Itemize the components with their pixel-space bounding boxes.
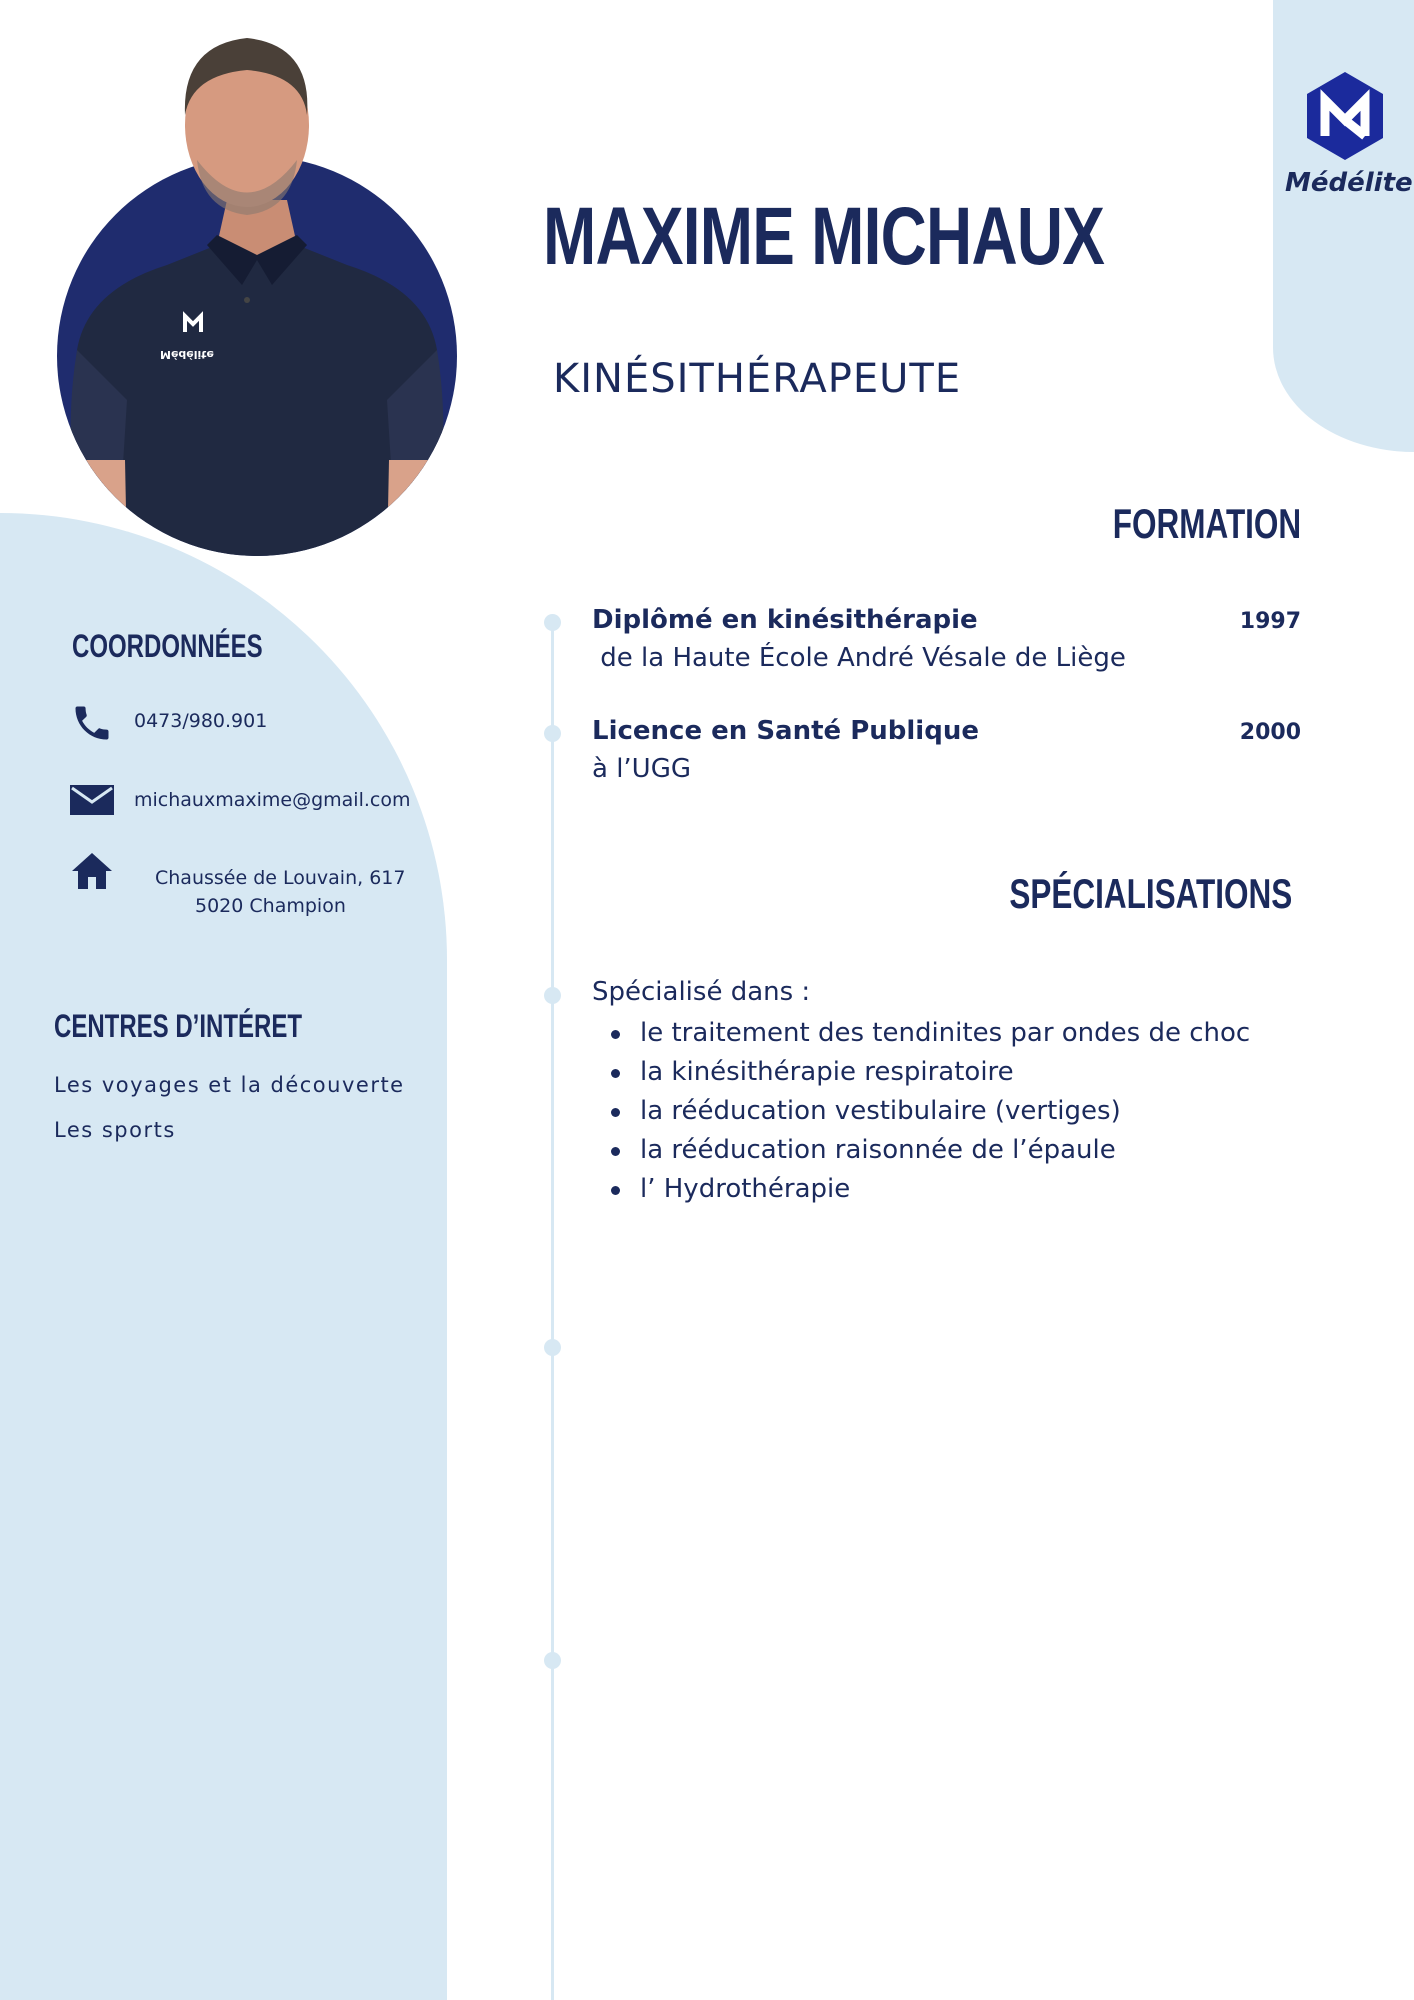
timeline-dot [544, 1652, 561, 1669]
home-icon [70, 851, 114, 895]
profile-photo [57, 20, 457, 560]
list-item: la rééducation vestibulaire (vertiges) [592, 1092, 1250, 1131]
person-name: MAXIME MICHAUX [543, 191, 1105, 282]
education-school: de la Haute École André Vésale de Liège [592, 643, 1126, 673]
specialisations-heading: SPÉCIALISATIONS [1009, 870, 1292, 917]
education-title: Diplômé en kinésithérapie [592, 605, 978, 635]
phone-number[interactable]: 0473/980.901 [134, 710, 268, 732]
timeline-dot [544, 614, 561, 631]
list-item: le traitement des tendinites par ondes de choc [592, 1014, 1250, 1053]
education-year: 2000 [1239, 720, 1301, 745]
list-item: la kinésithérapie respiratoire [592, 1053, 1250, 1092]
job-title: KINÉSITHÉRAPEUTE [553, 356, 962, 402]
interest-item: Les sports [54, 1118, 176, 1142]
corner-decoration [1273, 0, 1414, 452]
timeline-line [551, 620, 554, 2000]
email-icon [70, 785, 114, 819]
phone-icon [70, 701, 114, 749]
address-line1: Chaussée de Louvain, 617 [155, 867, 406, 889]
education-school: à l’UGG [592, 754, 692, 784]
timeline-dot [544, 987, 561, 1004]
contact-heading: COORDONNÉES [72, 628, 263, 664]
shirt-logo-text: Médélite [160, 348, 215, 361]
logo-text: Médélite [1285, 168, 1413, 198]
education-year: 1997 [1239, 609, 1301, 634]
timeline-dot [544, 725, 561, 742]
interests-heading: CENTRES D’INTÉRET [54, 1008, 303, 1044]
timeline-dot [544, 1339, 561, 1356]
medelite-logo [1285, 70, 1413, 205]
email-address[interactable]: michauxmaxime@gmail.com [134, 789, 411, 811]
specialisations-intro: Spécialisé dans : [592, 977, 811, 1007]
education-title: Licence en Santé Publique [592, 716, 979, 746]
formation-heading: FORMATION [1112, 500, 1301, 547]
address-line2: 5020 Champion [195, 895, 346, 917]
medelite-logo-icon [1303, 70, 1387, 162]
specialisations-list [592, 1014, 1250, 1209]
list-item: la rééducation raisonnée de l’épaule [592, 1131, 1250, 1170]
sidebar-background [0, 513, 447, 2000]
interest-item: Les voyages et la découverte [54, 1073, 405, 1097]
list-item: l’ Hydrothérapie [592, 1170, 1250, 1209]
